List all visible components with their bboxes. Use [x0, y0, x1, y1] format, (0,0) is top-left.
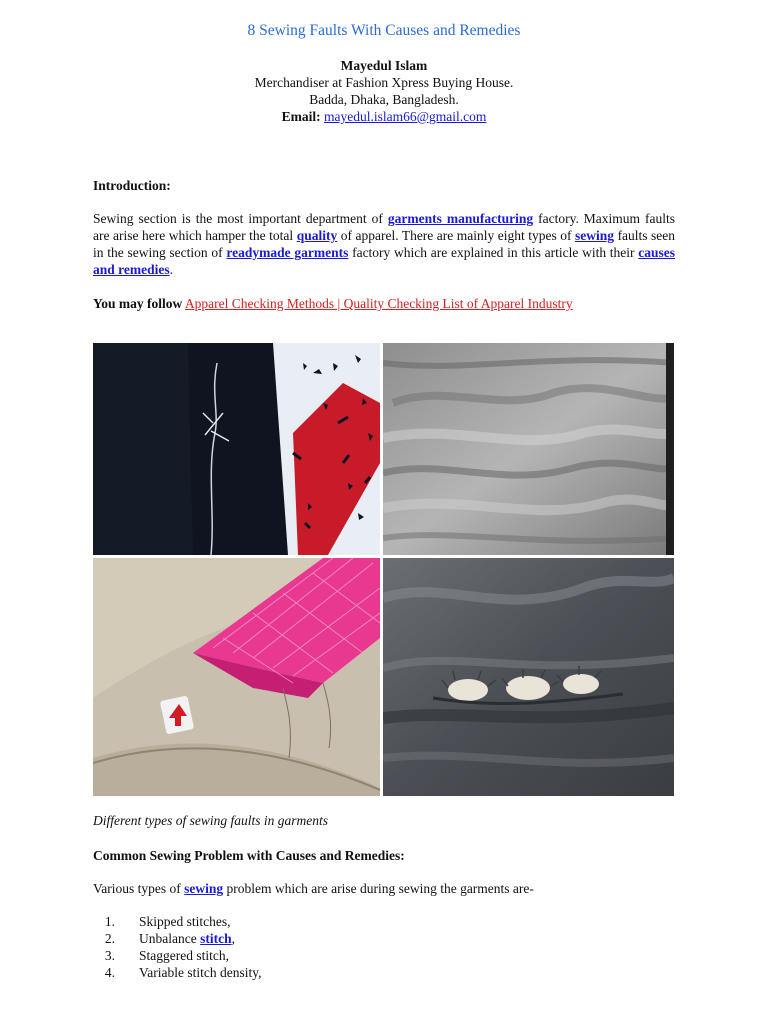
author-email-line — [0, 108, 768, 125]
author-location: Badda, Dhaka, Bangladesh. — [309, 92, 459, 107]
intro-text-5: factory which are explained in this article with their — [352, 245, 635, 260]
quality-link[interactable]: quality — [296, 228, 338, 243]
email-link[interactable]: mayedul.islam66@gmail.com — [323, 109, 487, 124]
section-intro — [93, 880, 675, 897]
list-item-text: Skipped stitches, — [139, 914, 231, 929]
list-item — [93, 964, 675, 981]
section-intro-text-a: Various types of — [93, 881, 181, 896]
author-name: Mayedul Islam — [340, 58, 428, 73]
fault-photo-broken-stitch — [93, 343, 380, 555]
intro-text-1: Sewing section is the most important department of — [93, 211, 383, 226]
fault-photo-seam-pucker — [383, 343, 674, 555]
fault-photo-open-seam — [93, 558, 380, 796]
causes-and-remedies-link[interactable]: causes and remedies — [93, 245, 676, 277]
figure-caption: Different types of sewing faults in garments — [93, 813, 328, 828]
intro-text-4: faults seen in the sewing section of — [93, 228, 676, 260]
sewing-faults-figure — [93, 343, 674, 796]
list-item — [93, 930, 675, 947]
introduction-paragraph — [93, 210, 675, 278]
author-block — [0, 57, 768, 125]
intro-text-6: . — [169, 262, 173, 277]
sewing-link-2[interactable]: sewing — [184, 881, 224, 896]
sewing-link[interactable]: sewing — [575, 228, 615, 243]
list-item-text: Staggered stitch, — [139, 948, 229, 963]
faults-list — [93, 913, 675, 981]
stitch-link[interactable]: stitch — [200, 931, 232, 946]
follow-line — [93, 295, 675, 312]
list-item-number: 1. — [104, 914, 115, 929]
list-item — [93, 947, 675, 964]
list-item-suffix: , — [231, 931, 235, 946]
apparel-checking-link[interactable]: Apparel Checking Methods | Quality Checking List of Apparel Industry — [184, 296, 573, 311]
garments-manufacturing-link[interactable]: garments manufacturing — [387, 211, 534, 226]
intro-text-2: factory. Maximum faults are arise here which hamper the total — [93, 211, 676, 243]
list-item — [93, 913, 675, 930]
intro-text-3: of apparel. There are mainly eight types of — [340, 228, 572, 243]
author-role: Merchandiser at Fashion Xpress Buying House. — [254, 75, 514, 90]
readymade-garments-link[interactable]: readymade garments — [226, 245, 349, 260]
list-item-number: 3. — [104, 948, 115, 963]
document-title: 8 Sewing Faults With Causes and Remedies — [247, 22, 521, 39]
follow-label: You may follow — [93, 296, 183, 311]
list-item-number: 4. — [104, 965, 115, 980]
introduction-heading: Introduction: — [93, 178, 171, 193]
email-label: Email: — [281, 109, 321, 124]
list-item-number: 2. — [104, 931, 115, 946]
list-item-text: Variable stitch density, — [139, 965, 262, 980]
section-intro-text-b: problem which are arise during sewing the garments are- — [226, 881, 534, 896]
list-item-text: Unbalance — [139, 931, 197, 946]
fault-photo-fabric-damage — [383, 558, 674, 796]
section-heading: Common Sewing Problem with Causes and Remedies: — [93, 848, 405, 863]
